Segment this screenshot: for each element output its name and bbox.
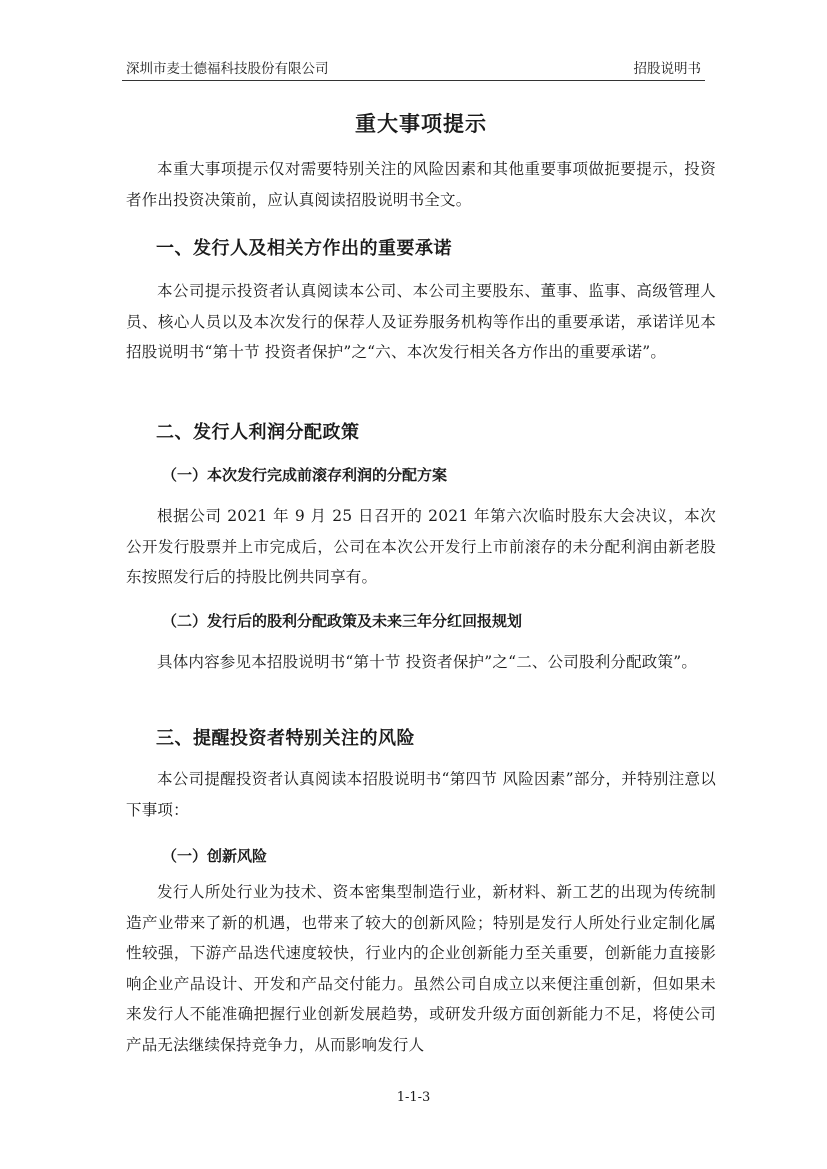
section-3-sub-1-heading: （一）创新风险	[162, 847, 268, 865]
section-3-paragraph: 本公司提醒投资者认真阅读本招股说明书“第四节 风险因素”部分，并特别注意以下事项：	[126, 770, 716, 819]
page-number: 1-1-3	[396, 1090, 431, 1105]
intro-paragraph: 本重大事项提示仅对需要特别关注的风险因素和其他重要事项做扼要提示，投资者作出投资决策前，应认真阅读招股说明书全文。	[126, 160, 716, 209]
page-header	[122, 58, 705, 81]
section-2-sub-2-heading: （二）发行后的股利分配政策及未来三年分红回报规划	[162, 612, 523, 630]
header-document-type: 招股说明书	[633, 61, 701, 77]
header-company-name: 深圳市麦士德福科技股份有限公司	[126, 61, 329, 77]
section-2-heading: 二、发行人利润分配政策	[156, 422, 360, 443]
section-2-sub-1-heading: （一）本次发行完成前滚存利润的分配方案	[162, 466, 448, 484]
section-2-sub-1-paragraph: 根据公司 2021 年 9 月 25 日召开的 2021 年第六次临时股东大会决议，本次公开发行股票并上市完成后，公司在本次公开发行上市前滚存的未分配利润由新老股东按照发行后的持股比例共同享有。	[126, 507, 716, 586]
section-1-heading: 一、发行人及相关方作出的重要承诺	[156, 238, 452, 259]
section-3-heading: 三、提醒投资者特别关注的风险	[156, 728, 415, 749]
page-title: 重大事项提示	[355, 112, 487, 136]
section-2-sub-2-paragraph: 具体内容参见本招股说明书“第十节 投资者保护”之“二、公司股利分配政策”。	[157, 653, 698, 671]
section-3-sub-1-paragraph: 发行人所处行业为技术、资本密集型制造行业，新材料、新工艺的出现为传统制造产业带来了新的机遇，也带来了较大的创新风险；特别是发行人所处行业定制化属性较强，下游产品迭代速度较快，行业内的企业创新能力至关重要，创新能力直接影响企业产品设计、开发和产品交付能力。虽然公司自成立以来便注重创新，但如果未来发行人不能准确把握行业创新发展趋势，或研发升级方面创新能力不足，将使公司产品无法继续保持竞争力，从而影响发行人	[126, 883, 716, 1054]
section-1-paragraph: 本公司提示投资者认真阅读本公司、本公司主要股东、董事、监事、高级管理人员、核心人员以及本次发行的保荐人及证券服务机构等作出的重要承诺，承诺详见本招股说明书“第十节 投资者保护”之“六、本次发行相关各方作出的重要承诺”。	[126, 282, 716, 361]
